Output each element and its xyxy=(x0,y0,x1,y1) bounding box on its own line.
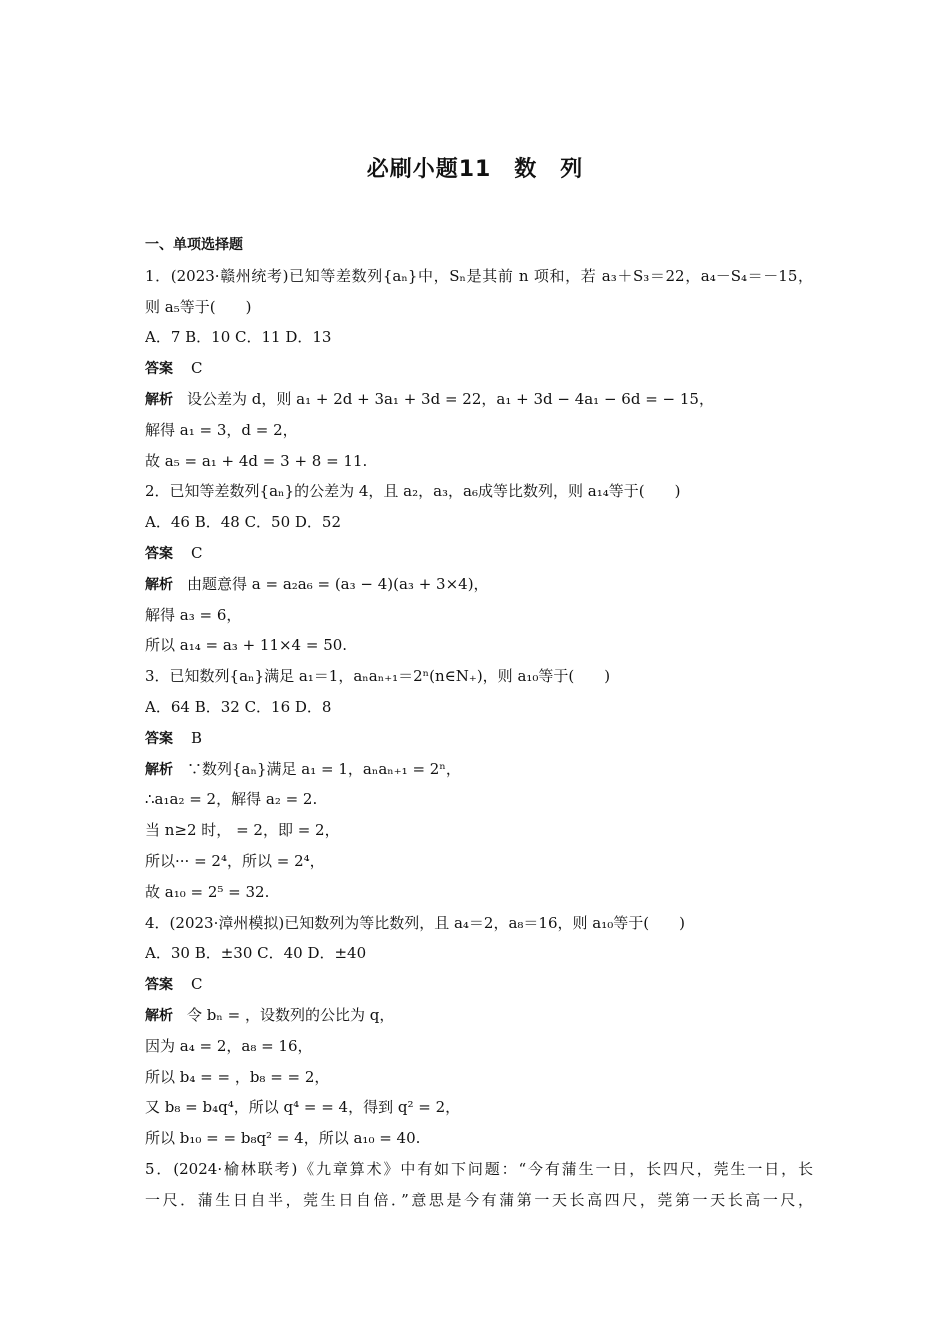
text-line: 2．已知等差数列{aₙ}的公差为 4，且 a₂，a₃，a₆成等比数列，则 a₁₄等于( ) xyxy=(145,482,681,501)
section-heading: 一、单项选择题 xyxy=(145,237,243,253)
text-line: ∴a₁a₂ = 2，解得 a₂ = 2. xyxy=(145,790,318,809)
text-line: 所以··· = 2⁴，所以 = 2⁴， xyxy=(145,851,325,870)
analysis-line xyxy=(145,569,813,600)
answer-label: 答案 xyxy=(145,977,173,994)
text-line: 所以 b₄ = = ，b₈ = = 2， xyxy=(145,1067,330,1086)
text-line: A．46 B．48 C．50 D．52 xyxy=(145,513,342,532)
page-title: 必刷小题11 数 列 xyxy=(366,157,584,182)
text-line: A．64 B．32 C．16 D．8 xyxy=(145,697,332,716)
answer-label: 答案 xyxy=(145,730,173,747)
text-line: 一尺．蒲生日自半，莞生日自倍．”意思是今有蒲第一天长高四尺，莞第一天长高一尺， xyxy=(145,1190,813,1209)
text-line: 所以 a₁₄ = a₃ + 11×4 = 50. xyxy=(145,636,348,655)
analysis-label: 解析 xyxy=(145,761,173,778)
analysis-line xyxy=(145,754,813,785)
answer-text: C xyxy=(191,359,203,378)
text-line: 当 n≥2 时， = 2，即 = 2， xyxy=(145,821,340,840)
answer-line xyxy=(145,538,813,569)
analysis-text: 令 bₙ = ，设数列的公比为 q， xyxy=(187,1005,395,1024)
answer-text: B xyxy=(191,728,203,747)
analysis-text: 设公差为 d，则 a₁ + 2d + 3a₁ + 3d = 22，a₁ + 3d − 4a₁ − 6d = − 15， xyxy=(187,389,714,408)
answer-line xyxy=(145,723,813,754)
answer-text: C xyxy=(191,543,203,562)
answer-line xyxy=(145,969,813,1000)
text-line: 3．已知数列{aₙ}满足 a₁＝1，aₙaₙ₊₁＝2ⁿ(n∈N₊)，则 a₁₀等于( ) xyxy=(145,667,611,686)
text-line: 又 b₈ = b₄q⁴，所以 q⁴ = = 4，得到 q² = 2， xyxy=(145,1098,461,1117)
text-line: 5．(2024·榆林联考)《九章算术》中有如下问题：“今有蒲生一日，长四尺，莞生一日，长 xyxy=(145,1159,813,1178)
answer-label: 答案 xyxy=(145,545,173,562)
analysis-line xyxy=(145,1000,813,1031)
text-line: 因为 a₄ = 2，a₈ = 16， xyxy=(145,1036,313,1055)
text-line: A．7 B．10 C．11 D．13 xyxy=(145,328,332,347)
text-line: 故 a₅ = a₁ + 4d = 3 + 8 = 11. xyxy=(145,451,368,470)
document-body xyxy=(145,230,813,1216)
analysis-label: 解析 xyxy=(145,391,173,408)
text-line: 故 a₁₀ = 2⁵ = 32. xyxy=(145,882,270,901)
text-line: 解得 a₁ = 3，d = 2， xyxy=(145,420,298,439)
analysis-text: ∵数列{aₙ}满足 a₁ = 1，aₙaₙ₊₁ = 2ⁿ， xyxy=(187,759,461,778)
answer-text: C xyxy=(191,975,203,994)
analysis-label: 解析 xyxy=(145,576,173,593)
text-line: A．30 B．±30 C．40 D．±40 xyxy=(145,944,367,963)
text-line: 所以 b₁₀ = = b₈q² = 4，所以 a₁₀ = 40. xyxy=(145,1129,421,1148)
text-line: 4．(2023·漳州模拟)已知数列为等比数列，且 a₄＝2，a₈＝16，则 a₁₀等于( ) xyxy=(145,913,685,932)
analysis-label: 解析 xyxy=(145,1007,173,1024)
answer-label: 答案 xyxy=(145,361,173,378)
analysis-text: 由题意得 a = a₂a₆ = (a₃ − 4)(a₃ + 3×4)， xyxy=(187,574,489,593)
text-line: 则 a₅等于( ) xyxy=(145,297,252,316)
text-line: 1．(2023·赣州统考)已知等差数列{aₙ}中，Sₙ是其前 n 项和，若 a₃＋S₃＝22，a₄－S₄＝－15， xyxy=(145,266,813,285)
analysis-line xyxy=(145,384,813,415)
answer-line xyxy=(145,353,813,384)
text-line: 解得 a₃ = 6， xyxy=(145,605,242,624)
